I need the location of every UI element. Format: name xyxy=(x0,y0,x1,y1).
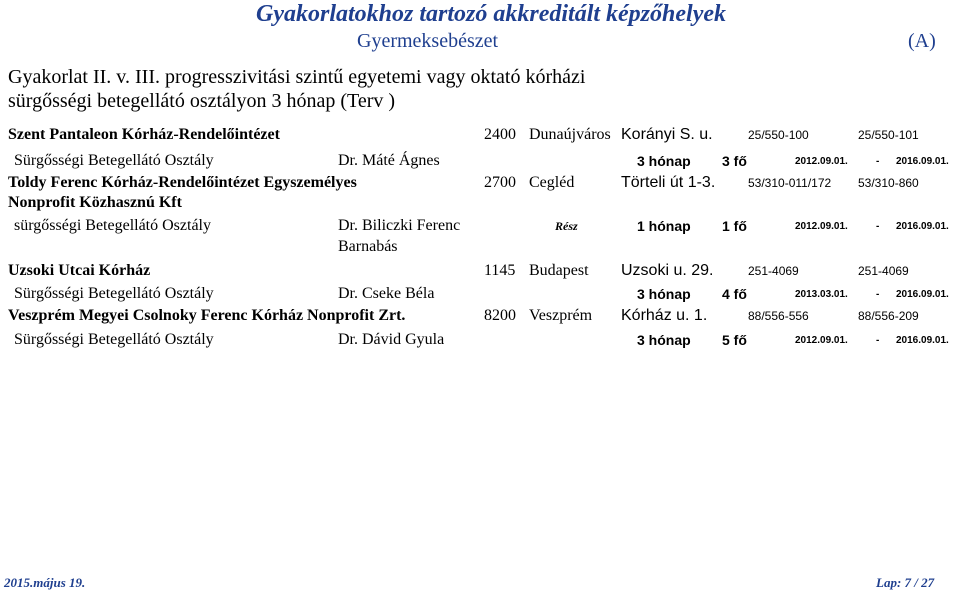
department-head: Dr. Biliczki Ferenc xyxy=(338,217,461,234)
institution-phone: 251-4069 xyxy=(748,264,799,278)
institution-city: Veszprém xyxy=(529,307,593,324)
training-duration: 3 hónap xyxy=(637,153,691,169)
institution-city: Dunaújváros xyxy=(529,126,611,143)
accreditation-date-from: 2012.09.01. xyxy=(795,156,848,167)
institution-phone: 88/556-556 xyxy=(748,309,809,323)
page-subtitle: Gyermeksebészet xyxy=(357,30,499,52)
institution-name: Szent Pantaleon Kórház-Rendelőintézet xyxy=(8,126,280,143)
training-capacity: 1 fő xyxy=(722,218,747,234)
footer-page-number: Lap: 7 / 27 xyxy=(876,575,935,590)
institution-zip: 2400 xyxy=(484,126,516,143)
department-name: Sürgősségi Betegellátó Osztály xyxy=(14,152,214,169)
institution-phone: 25/550-100 xyxy=(748,128,809,142)
date-separator: - xyxy=(876,221,880,232)
category-label: (A) xyxy=(908,30,936,52)
institution-zip: 1145 xyxy=(484,262,516,279)
training-capacity: 5 fő xyxy=(722,332,747,348)
institution-phone: 53/310-011/172 xyxy=(748,176,832,190)
department-name: Sürgősségi Betegellátó Osztály xyxy=(14,331,214,348)
training-duration: 1 hónap xyxy=(637,218,691,234)
institution-name: Veszprém Megyei Csolnoky Ferenc Kórház Nonprofit Zrt. xyxy=(8,307,406,324)
institution-zip: 2700 xyxy=(484,174,516,191)
institution-city: Cegléd xyxy=(529,174,575,191)
institution-zip: 8200 xyxy=(484,307,516,324)
training-part-label: Rész xyxy=(555,219,578,233)
institution-fax: 53/310-860 xyxy=(858,176,919,190)
training-duration: 3 hónap xyxy=(637,286,691,302)
institution-name-line2: Nonprofit Közhasznú Kft xyxy=(8,194,182,211)
institution-name: Toldy Ferenc Kórház-Rendelőintézet Egyszemélyes xyxy=(8,174,357,191)
date-separator: - xyxy=(876,289,880,300)
training-capacity: 4 fő xyxy=(722,286,747,302)
accreditation-date-to: 2016.09.01. xyxy=(896,335,949,346)
institution-fax: 25/550-101 xyxy=(858,128,919,142)
accreditation-date-to: 2016.09.01. xyxy=(896,221,949,232)
training-duration: 3 hónap xyxy=(637,332,691,348)
department-name: sürgősségi Betegellátó Osztály xyxy=(14,217,211,234)
department-head-line2: Barnabás xyxy=(338,238,398,255)
accreditation-date-to: 2016.09.01. xyxy=(896,156,949,167)
institution-fax: 88/556-209 xyxy=(858,309,919,323)
accreditation-date-from: 2013.03.01. xyxy=(795,289,848,300)
department-head: Dr. Máté Ágnes xyxy=(338,152,440,169)
institution-name: Uzsoki Utcai Kórház xyxy=(8,262,151,279)
section-heading-line2: sürgősségi betegellátó osztályon 3 hónap (Terv ) xyxy=(8,90,396,112)
institution-street: Kórház u. 1. xyxy=(621,307,708,324)
date-separator: - xyxy=(876,156,880,167)
institution-street: Korányi S. u. xyxy=(621,126,713,143)
institution-street: Törteli út 1-3. xyxy=(621,174,716,191)
department-name: Sürgősségi Betegellátó Osztály xyxy=(14,285,214,302)
accreditation-date-from: 2012.09.01. xyxy=(795,335,848,346)
department-head: Dr. Cseke Béla xyxy=(338,285,435,302)
training-capacity: 3 fő xyxy=(722,153,747,169)
footer-date: 2015.május 19. xyxy=(4,575,86,590)
date-separator: - xyxy=(876,335,880,346)
accreditation-date-to: 2016.09.01. xyxy=(896,289,949,300)
institution-street: Uzsoki u. 29. xyxy=(621,262,714,279)
institution-city: Budapest xyxy=(529,262,589,279)
accreditation-date-from: 2012.09.01. xyxy=(795,221,848,232)
page-title: Gyakorlatokhoz tartozó akkreditált képzőhelyek xyxy=(256,1,726,27)
section-heading-line1: Gyakorlat II. v. III. progresszivitási szintű egyetemi vagy oktató kórházi xyxy=(8,66,586,88)
institution-fax: 251-4069 xyxy=(858,264,909,278)
department-head: Dr. Dávid Gyula xyxy=(338,331,445,348)
